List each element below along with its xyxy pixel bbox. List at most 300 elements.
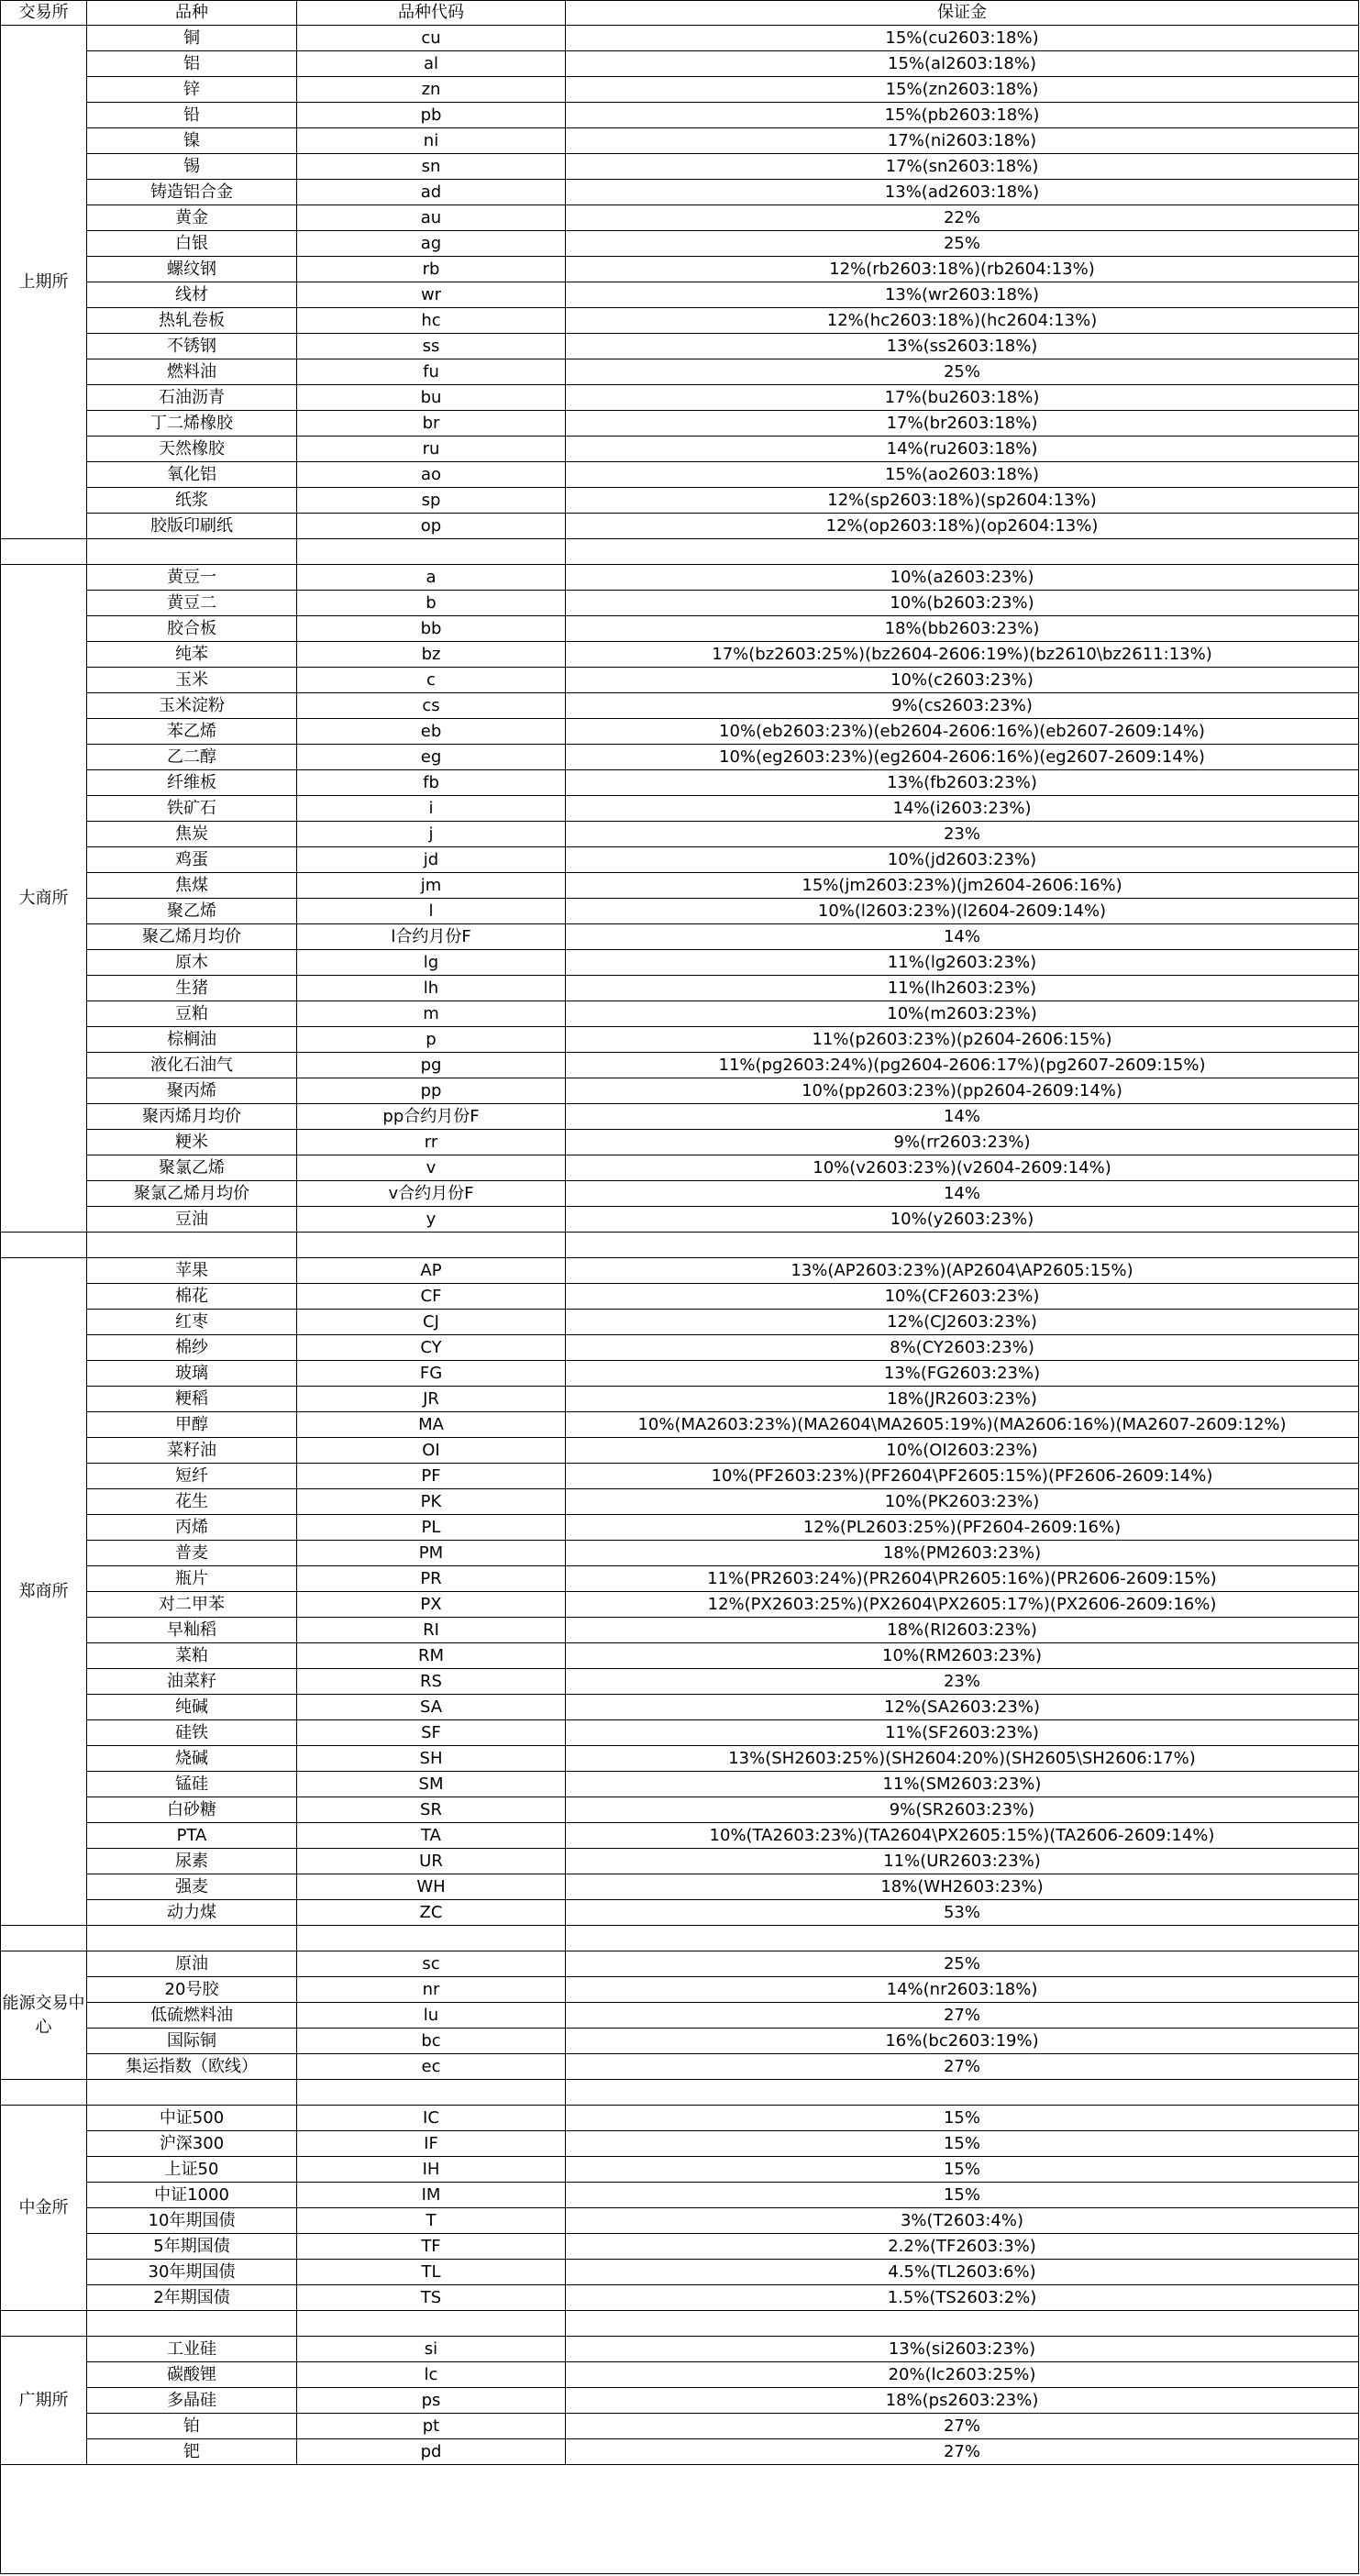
table-row <box>1 2003 1359 2029</box>
margin-cell: 10%(OI2603:23%) <box>566 1438 1359 1464</box>
margin-cell: 13%(FG2603:23%) <box>566 1361 1359 1387</box>
margin-cell: 25% <box>566 1951 1359 1977</box>
table-row <box>1 257 1359 282</box>
code-cell: ZC <box>297 1900 566 1926</box>
variety-cell: 燃料油 <box>87 359 297 385</box>
variety-cell: 铜 <box>87 26 297 51</box>
variety-cell: 菜粕 <box>87 1643 297 1669</box>
margin-cell: 10%(MA2603:23%)(MA2604\MA2605:19%)(MA2606:16%)(MA2607-2609:12%) <box>566 1412 1359 1438</box>
variety-cell: 中证500 <box>87 2106 297 2131</box>
separator-row <box>1 1926 1359 1951</box>
margin-cell: 14%(i2603:23%) <box>566 796 1359 822</box>
table-row <box>1 1489 1359 1515</box>
code-cell: ao <box>297 462 566 488</box>
margin-cell: 14%(ru2603:18%) <box>566 437 1359 462</box>
margin-cell: 27% <box>566 2003 1359 2029</box>
code-cell: RI <box>297 1618 566 1643</box>
code-cell: PF <box>297 1464 566 1489</box>
code-cell: zn <box>297 77 566 103</box>
margin-cell: 27% <box>566 2414 1359 2439</box>
table-row <box>1 514 1359 539</box>
table-row <box>1 411 1359 437</box>
empty-cell <box>87 2311 297 2337</box>
code-cell: au <box>297 205 566 231</box>
variety-cell: 焦炭 <box>87 822 297 847</box>
code-cell: T <box>297 2208 566 2234</box>
code-cell: AP <box>297 1258 566 1284</box>
code-cell: nr <box>297 1977 566 2003</box>
variety-cell: 10年期国债 <box>87 2208 297 2234</box>
exchange-cell: 上期所 <box>1 26 87 539</box>
margin-cell: 15%(cu2603:18%) <box>566 26 1359 51</box>
variety-cell: 铝 <box>87 51 297 77</box>
variety-cell: 线材 <box>87 282 297 308</box>
code-cell: hc <box>297 308 566 334</box>
code-cell: ru <box>297 437 566 462</box>
table-row <box>1 437 1359 462</box>
table-row <box>1 976 1359 1001</box>
margin-cell: 18%(bb2603:23%) <box>566 616 1359 642</box>
code-cell: WH <box>297 1874 566 1900</box>
variety-cell: 铅 <box>87 103 297 128</box>
margin-cell: 10%(PK2603:23%) <box>566 1489 1359 1515</box>
variety-cell: 聚丙烯 <box>87 1078 297 1104</box>
empty-cell <box>1 2465 1359 2574</box>
empty-cell <box>297 2311 566 2337</box>
code-cell: CF <box>297 1284 566 1310</box>
variety-cell: 菜籽油 <box>87 1438 297 1464</box>
code-cell: lc <box>297 2362 566 2388</box>
trailing-empty-row <box>1 2465 1359 2574</box>
variety-cell: 原油 <box>87 1951 297 1977</box>
code-cell: SM <box>297 1772 566 1797</box>
table-row <box>1 359 1359 385</box>
table-row <box>1 385 1359 411</box>
margin-cell: 25% <box>566 231 1359 257</box>
variety-cell: 尿素 <box>87 1849 297 1874</box>
margin-cell: 12%(op2603:18%)(op2604:13%) <box>566 514 1359 539</box>
margin-cell: 10%(pp2603:23%)(pp2604-2609:14%) <box>566 1078 1359 1104</box>
table-row <box>1 1258 1359 1284</box>
table-row <box>1 1412 1359 1438</box>
margin-cell: 18%(PM2603:23%) <box>566 1541 1359 1566</box>
code-cell: PR <box>297 1566 566 1592</box>
margin-cell: 10%(m2603:23%) <box>566 1001 1359 1027</box>
empty-cell <box>1 1233 87 1258</box>
table-row <box>1 51 1359 77</box>
code-cell: PM <box>297 1541 566 1566</box>
table-row <box>1 642 1359 668</box>
code-cell: l <box>297 899 566 924</box>
table-row <box>1 1797 1359 1823</box>
table-row <box>1 1310 1359 1335</box>
table-row <box>1 2106 1359 2131</box>
variety-cell: 豆油 <box>87 1207 297 1233</box>
variety-cell: 胶合板 <box>87 616 297 642</box>
variety-cell: 油菜籽 <box>87 1669 297 1695</box>
empty-cell <box>566 1926 1359 1951</box>
code-cell: TF <box>297 2234 566 2260</box>
margin-cell: 13%(SH2603:25%)(SH2604:20%)(SH2605\SH2606:17%) <box>566 1746 1359 1772</box>
table-row <box>1 1155 1359 1181</box>
margin-cell: 9%(rr2603:23%) <box>566 1130 1359 1155</box>
variety-cell: 集运指数（欧线） <box>87 2054 297 2080</box>
variety-cell: 早籼稻 <box>87 1618 297 1643</box>
empty-cell <box>566 1233 1359 1258</box>
exchange-cell: 郑商所 <box>1 1258 87 1926</box>
margin-cell: 11%(SF2603:23%) <box>566 1720 1359 1746</box>
code-cell: a <box>297 565 566 591</box>
margin-cell: 15% <box>566 2183 1359 2208</box>
code-cell: SH <box>297 1746 566 1772</box>
exchange-cell: 广期所 <box>1 2337 87 2465</box>
code-cell: lu <box>297 2003 566 2029</box>
code-cell: al <box>297 51 566 77</box>
empty-cell <box>297 1233 566 1258</box>
table-row <box>1 1027 1359 1053</box>
header-margin: 保证金 <box>566 1 1359 26</box>
code-cell: eg <box>297 745 566 770</box>
code-cell: bc <box>297 2029 566 2054</box>
margin-cell: 22% <box>566 205 1359 231</box>
variety-cell: 棕榈油 <box>87 1027 297 1053</box>
exchange-cell: 中金所 <box>1 2106 87 2311</box>
table-row <box>1 2337 1359 2362</box>
margin-cell: 25% <box>566 359 1359 385</box>
table-row <box>1 1515 1359 1541</box>
table-row <box>1 2260 1359 2285</box>
margin-cell: 10%(y2603:23%) <box>566 1207 1359 1233</box>
margin-cell: 12%(PX2603:25%)(PX2604\PX2605:17%)(PX2606-2609:16%) <box>566 1592 1359 1618</box>
table-row <box>1 1104 1359 1130</box>
header-variety: 品种 <box>87 1 297 26</box>
variety-cell: 硅铁 <box>87 1720 297 1746</box>
table-row <box>1 2131 1359 2157</box>
variety-cell: 螺纹钢 <box>87 257 297 282</box>
margin-cell: 27% <box>566 2439 1359 2465</box>
code-cell: OI <box>297 1438 566 1464</box>
code-cell: PX <box>297 1592 566 1618</box>
variety-cell: 沪深300 <box>87 2131 297 2157</box>
empty-cell <box>566 2080 1359 2106</box>
code-cell: IF <box>297 2131 566 2157</box>
variety-cell: 纯碱 <box>87 1695 297 1720</box>
variety-cell: 国际铜 <box>87 2029 297 2054</box>
empty-cell <box>87 1233 297 1258</box>
margin-cell: 27% <box>566 2054 1359 2080</box>
code-cell: op <box>297 514 566 539</box>
variety-cell: 聚乙烯月均价 <box>87 924 297 950</box>
variety-cell: 锌 <box>87 77 297 103</box>
variety-cell: 烧碱 <box>87 1746 297 1772</box>
variety-cell: 聚丙烯月均价 <box>87 1104 297 1130</box>
table-row <box>1 924 1359 950</box>
code-cell: ni <box>297 128 566 154</box>
table-row <box>1 128 1359 154</box>
variety-cell: 玻璃 <box>87 1361 297 1387</box>
margin-cell: 10%(a2603:23%) <box>566 565 1359 591</box>
margin-cell: 11%(UR2603:23%) <box>566 1849 1359 1874</box>
empty-cell <box>87 539 297 565</box>
table-row <box>1 1181 1359 1207</box>
margin-cell: 13%(ss2603:18%) <box>566 334 1359 359</box>
code-cell: pp <box>297 1078 566 1104</box>
margin-cell: 12%(PL2603:25%)(PF2604-2609:16%) <box>566 1515 1359 1541</box>
variety-cell: 热轧卷板 <box>87 308 297 334</box>
margin-cell: 15%(pb2603:18%) <box>566 103 1359 128</box>
table-row <box>1 1207 1359 1233</box>
code-cell: pb <box>297 103 566 128</box>
code-cell: pt <box>297 2414 566 2439</box>
variety-cell: 红枣 <box>87 1310 297 1335</box>
margin-cell: 17%(bu2603:18%) <box>566 385 1359 411</box>
code-cell: JR <box>297 1387 566 1412</box>
margin-cell: 18%(ps2603:23%) <box>566 2388 1359 2414</box>
margin-cell: 18%(RI2603:23%) <box>566 1618 1359 1643</box>
margin-cell: 16%(bc2603:19%) <box>566 2029 1359 2054</box>
margin-cell: 10%(eb2603:23%)(eb2604-2606:16%)(eb2607-2609:14%) <box>566 719 1359 745</box>
code-cell: jm <box>297 873 566 899</box>
table-row <box>1 1566 1359 1592</box>
variety-cell: 工业硅 <box>87 2337 297 2362</box>
margin-cell: 15% <box>566 2157 1359 2183</box>
code-cell: jd <box>297 847 566 873</box>
margin-cell: 10%(CF2603:23%) <box>566 1284 1359 1310</box>
table-row <box>1 2439 1359 2465</box>
empty-cell <box>87 2080 297 2106</box>
margin-cell: 14% <box>566 1104 1359 1130</box>
code-cell: pd <box>297 2439 566 2465</box>
code-cell: RS <box>297 1669 566 1695</box>
table-row <box>1 873 1359 899</box>
margin-cell: 11%(PR2603:24%)(PR2604\PR2605:16%)(PR2606-2609:15%) <box>566 1566 1359 1592</box>
table-row <box>1 334 1359 359</box>
variety-cell: 乙二醇 <box>87 745 297 770</box>
margin-cell: 13%(si2603:23%) <box>566 2337 1359 2362</box>
variety-cell: 丙烯 <box>87 1515 297 1541</box>
variety-cell: 铸造铝合金 <box>87 180 297 205</box>
code-cell: bu <box>297 385 566 411</box>
code-cell: bz <box>297 642 566 668</box>
empty-cell <box>1 539 87 565</box>
margin-cell: 12%(rb2603:18%)(rb2604:13%) <box>566 257 1359 282</box>
variety-cell: 花生 <box>87 1489 297 1515</box>
variety-cell: 白砂糖 <box>87 1797 297 1823</box>
code-cell: TL <box>297 2260 566 2285</box>
code-cell: SR <box>297 1797 566 1823</box>
variety-cell: 鸡蛋 <box>87 847 297 873</box>
code-cell: cs <box>297 693 566 719</box>
variety-cell: 2年期国债 <box>87 2285 297 2311</box>
separator-row <box>1 2080 1359 2106</box>
variety-cell: 纯苯 <box>87 642 297 668</box>
margin-cell: 17%(sn2603:18%) <box>566 154 1359 180</box>
variety-cell: 原木 <box>87 950 297 976</box>
margin-cell: 14% <box>566 924 1359 950</box>
variety-cell: 纸浆 <box>87 488 297 514</box>
variety-cell: 聚氯乙烯月均价 <box>87 1181 297 1207</box>
table-row <box>1 1387 1359 1412</box>
code-cell: b <box>297 591 566 616</box>
code-cell: IH <box>297 2157 566 2183</box>
variety-cell: 玉米 <box>87 668 297 693</box>
code-cell: ps <box>297 2388 566 2414</box>
table-row <box>1 1335 1359 1361</box>
table-row <box>1 2157 1359 2183</box>
code-cell: j <box>297 822 566 847</box>
margin-cell: 4.5%(TL2603:6%) <box>566 2260 1359 2285</box>
variety-cell: 钯 <box>87 2439 297 2465</box>
code-cell: ad <box>297 180 566 205</box>
code-cell: pp合约月份F <box>297 1104 566 1130</box>
margin-cell: 15%(zn2603:18%) <box>566 77 1359 103</box>
table-row <box>1 822 1359 847</box>
empty-cell <box>1 1926 87 1951</box>
variety-cell: 甲醇 <box>87 1412 297 1438</box>
table-row <box>1 1695 1359 1720</box>
margin-cell: 11%(lh2603:23%) <box>566 976 1359 1001</box>
variety-cell: 棉花 <box>87 1284 297 1310</box>
variety-cell: 锰硅 <box>87 1772 297 1797</box>
margin-cell: 20%(lc2603:25%) <box>566 2362 1359 2388</box>
margin-cell: 15%(al2603:18%) <box>566 51 1359 77</box>
variety-cell: 白银 <box>87 231 297 257</box>
variety-cell: 不锈钢 <box>87 334 297 359</box>
table-row <box>1 1849 1359 1874</box>
header-code: 品种代码 <box>297 1 566 26</box>
margin-cell: 23% <box>566 822 1359 847</box>
variety-cell: 石油沥青 <box>87 385 297 411</box>
margin-cell: 12%(SA2603:23%) <box>566 1695 1359 1720</box>
variety-cell: 粳稻 <box>87 1387 297 1412</box>
table-row <box>1 1361 1359 1387</box>
code-cell: UR <box>297 1849 566 1874</box>
code-cell: lg <box>297 950 566 976</box>
code-cell: bb <box>297 616 566 642</box>
code-cell: m <box>297 1001 566 1027</box>
header-exchange: 交易所 <box>1 1 87 26</box>
variety-cell: 生猪 <box>87 976 297 1001</box>
table-row <box>1 1541 1359 1566</box>
margin-cell: 17%(bz2603:25%)(bz2604-2606:19%)(bz2610\bz2611:13%) <box>566 642 1359 668</box>
table-row <box>1 231 1359 257</box>
code-cell: SA <box>297 1695 566 1720</box>
margin-cell: 10%(eg2603:23%)(eg2604-2606:16%)(eg2607-2609:14%) <box>566 745 1359 770</box>
code-cell: IM <box>297 2183 566 2208</box>
variety-cell: 聚乙烯 <box>87 899 297 924</box>
variety-cell: 玉米淀粉 <box>87 693 297 719</box>
code-cell: CY <box>297 1335 566 1361</box>
table-row <box>1 2388 1359 2414</box>
code-cell: v <box>297 1155 566 1181</box>
code-cell: sn <box>297 154 566 180</box>
variety-cell: 多晶硅 <box>87 2388 297 2414</box>
margin-cell: 10%(b2603:23%) <box>566 591 1359 616</box>
variety-cell: 黄豆二 <box>87 591 297 616</box>
code-cell: y <box>297 1207 566 1233</box>
variety-cell: 30年期国债 <box>87 2260 297 2285</box>
empty-cell <box>87 1926 297 1951</box>
code-cell: rb <box>297 257 566 282</box>
margin-cell: 15%(jm2603:23%)(jm2604-2606:16%) <box>566 873 1359 899</box>
margin-cell: 15% <box>566 2131 1359 2157</box>
code-cell: wr <box>297 282 566 308</box>
table-row <box>1 565 1359 591</box>
table-row <box>1 616 1359 642</box>
margin-cell: 2.2%(TF2603:3%) <box>566 2234 1359 2260</box>
table-row <box>1 745 1359 770</box>
margin-cell: 23% <box>566 1669 1359 1695</box>
table-row <box>1 1900 1359 1926</box>
code-cell: sp <box>297 488 566 514</box>
code-cell: TA <box>297 1823 566 1849</box>
code-cell: FG <box>297 1361 566 1387</box>
margin-cell: 11%(SM2603:23%) <box>566 1772 1359 1797</box>
code-cell: MA <box>297 1412 566 1438</box>
code-cell: p <box>297 1027 566 1053</box>
header-row <box>1 1 1359 26</box>
empty-cell <box>566 539 1359 565</box>
table-row <box>1 2029 1359 2054</box>
margin-cell: 13%(ad2603:18%) <box>566 180 1359 205</box>
margin-cell: 9%(SR2603:23%) <box>566 1797 1359 1823</box>
variety-cell: 棉纱 <box>87 1335 297 1361</box>
margin-cell: 10%(TA2603:23%)(TA2604\PX2605:15%)(TA2606-2609:14%) <box>566 1823 1359 1849</box>
code-cell: RM <box>297 1643 566 1669</box>
empty-cell <box>1 2080 87 2106</box>
variety-cell: 液化石油气 <box>87 1053 297 1078</box>
margin-cell: 17%(br2603:18%) <box>566 411 1359 437</box>
margin-cell: 15%(ao2603:18%) <box>566 462 1359 488</box>
table-row <box>1 770 1359 796</box>
table-row <box>1 1284 1359 1310</box>
variety-cell: PTA <box>87 1823 297 1849</box>
variety-cell: 黄豆一 <box>87 565 297 591</box>
variety-cell: 铂 <box>87 2414 297 2439</box>
variety-cell: 胶版印刷纸 <box>87 514 297 539</box>
code-cell: cu <box>297 26 566 51</box>
margin-cell: 3%(T2603:4%) <box>566 2208 1359 2234</box>
variety-cell: 低硫燃料油 <box>87 2003 297 2029</box>
exchange-cell: 能源交易中心 <box>1 1951 87 2080</box>
variety-cell: 氧化铝 <box>87 462 297 488</box>
code-cell: br <box>297 411 566 437</box>
table-row <box>1 1130 1359 1155</box>
table-row <box>1 1772 1359 1797</box>
code-cell: sc <box>297 1951 566 1977</box>
variety-cell: 碳酸锂 <box>87 2362 297 2388</box>
table-row <box>1 1746 1359 1772</box>
table-row <box>1 1874 1359 1900</box>
margin-cell: 1.5%(TS2603:2%) <box>566 2285 1359 2311</box>
variety-cell: 对二甲苯 <box>87 1592 297 1618</box>
separator-row <box>1 539 1359 565</box>
variety-cell: 普麦 <box>87 1541 297 1566</box>
table-row <box>1 847 1359 873</box>
table-row <box>1 1078 1359 1104</box>
table-row <box>1 1618 1359 1643</box>
margin-cell: 10%(jd2603:23%) <box>566 847 1359 873</box>
variety-cell: 铁矿石 <box>87 796 297 822</box>
table-row <box>1 899 1359 924</box>
empty-cell <box>297 2080 566 2106</box>
table-row <box>1 154 1359 180</box>
code-cell: TS <box>297 2285 566 2311</box>
variety-cell: 聚氯乙烯 <box>87 1155 297 1181</box>
table-row <box>1 1464 1359 1489</box>
margin-cell: 14%(nr2603:18%) <box>566 1977 1359 2003</box>
code-cell: ss <box>297 334 566 359</box>
